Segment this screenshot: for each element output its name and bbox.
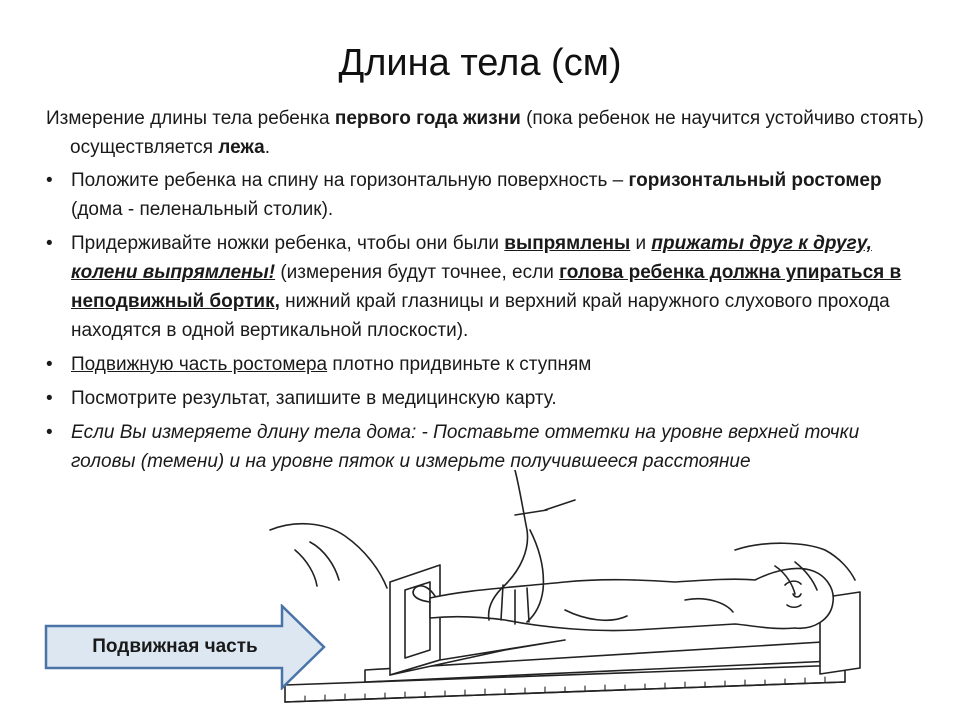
bullet2-bold-straightened: выпрямлены	[504, 233, 631, 254]
intro-bold-first-year: первого года жизни	[334, 108, 521, 129]
intro-text-3: .	[264, 137, 270, 158]
slide-title: Длина тела (см)	[338, 42, 622, 84]
slide-body	[46, 104, 926, 481]
intro-paragraph	[46, 104, 926, 162]
bullet2-bold-head: голова ребенка должна упираться в неподвижный бортик,	[71, 262, 902, 312]
bullet3-underlined: Подвижную часть ростомера	[71, 354, 328, 375]
bullet2-text-3: (измерения будут точнее, если	[275, 262, 560, 283]
bullet4-text: Посмотрите результат, запишите в медицинскую карту.	[71, 388, 557, 409]
intro-text-1: Измерение длины тела ребенка	[46, 108, 335, 129]
bullet3-text: плотно придвиньте к ступням	[327, 354, 592, 375]
bullet-home-measurement	[46, 418, 926, 476]
bullet2-text-1: Придерживайте ножки ребенка, чтобы они были	[71, 233, 505, 254]
bullet-record-result	[46, 384, 926, 413]
callout-label: Подвижная часть	[92, 636, 258, 657]
bullet-hold-legs	[46, 229, 926, 345]
bullet-move-part	[46, 350, 926, 379]
intro-bold-lying: лежа	[218, 137, 265, 158]
bullet-place-child	[46, 166, 926, 224]
infant-length-measurement-drawing-icon	[265, 470, 865, 715]
bullet1-text-2: (дома - пеленальный столик).	[71, 199, 334, 220]
instruction-list	[46, 166, 926, 476]
bullet2-text-2: и	[630, 233, 652, 254]
bullet2-text-4: нижний край глазницы и верхний край наружного слухового прохода находятся в одной вертикальной плоскости).	[71, 291, 890, 341]
intro-text-2: (пока ребенок не научится устойчиво стоять) осуществляется	[70, 108, 924, 158]
bullet1-text-1: Положите ребенка на спину на горизонтальную поверхность –	[71, 170, 629, 191]
bullet5-italic: Если Вы измеряете длину тела дома: - Поставьте отметки на уровне верхней точки головы (темени) и на уровне пяток и измерьте получившееся расстояние	[71, 422, 860, 472]
bullet2-bold-italic-pressed: прижаты друг к другу, колени выпрямлены!	[71, 233, 872, 283]
bullet1-bold: горизонтальный ростомер	[628, 170, 882, 191]
